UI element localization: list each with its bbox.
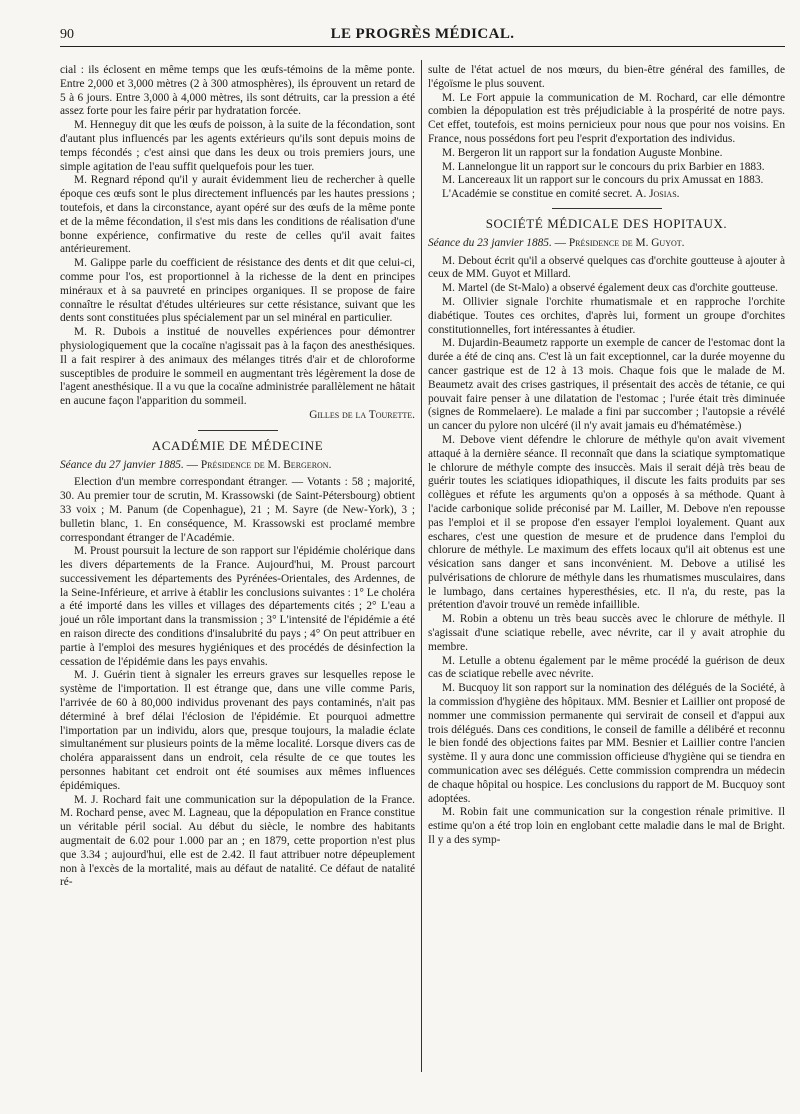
seance-presidence: — Présidence de M. Guyot.	[554, 236, 685, 249]
paragraph: M. Martel (de St-Malo) a observé également deux cas d'orchite goutteuse.	[442, 282, 778, 295]
section-title: ACADÉMIE DE MÉDECINE	[151, 437, 324, 453]
paragraph: sulte de l'état actuel de nos mœurs, du bien-être général des familles, de l'égoïsme le plus souvent.	[428, 64, 785, 90]
seance-line	[60, 459, 415, 473]
paragraph: M. Debove vient défendre le chlorure de méthyle qu'on avait vivement attaqué à la dernière séance. Il reconnaît que dans la sciatique symptomatique le chlorure de méthyle compte des insuccès. Mais il serait déjà très beau de guérir toutes les sciatiques idiopathiques, il discute les faits produits par ses collègues et réfute les arguments qu'on a opposés à sa méthode. Quant à l'acide carbonique solide préconisé par M. Lailler, M. Debove n'en repousse pas l'emploi et il se propose d'en essayer l'emploi loyalement. Quant aux eschares, c'est une question de mesure et de prudence dans l'emploi du chlorure de méthyle. Le maximum des effets locaux qu'il ait obtenus est une vésication sans danger et sans inconvénient. M. Debove a utilisé les pulvérisations de chlorure de méthyle dans les rhumatismes musculaires, dans le lumbago, dans certaines hyperesthésies, etc. Il n'a, du reste, pas la prétention d'avoir trouvé un remède infaillible.	[428, 433, 785, 612]
paragraph: M. Proust poursuit la lecture de son rapport sur l'épidémie cholérique dans les divers départements de la France. Aujourd'hui, M. Proust parcourt successivement les départements des Pyrénées-Orientales, des Ardennes, de la Seine-Inférieure, et arrive à établir les conclusions suivantes : 1° Le choléra a été importé dans les villes et villages des départements cités ; 2° L'eau a joué un rôle important dans la transmission ; 3° L'intensité de l'épidémie a été en raison directe des conditions d'insalubrité du pays ; 4° On peut attribuer en partie à l'emploi des mesures hygiéniques et des procédés de désinfection la cessation de l'épidémie dans les pays envahis.	[60, 545, 415, 668]
paragraph: Election d'un membre correspondant étranger. — Votants : 58 ; majorité, 30. Au premier tour de scrutin, M. Krassowski (de Saint-Pétersbourg) obtient 33 voix ; M. Panum (de Copenhague), 21 ; M. Sayre (de New-York), 3 ; bulletin blanc, 1. En conséquence, M. Krassowski est proclamé membre correspondant étranger de l'Académie.	[60, 476, 415, 544]
left-column	[60, 64, 415, 890]
paragraph: M. R. Dubois a institué de nouvelles expériences pour démontrer physiologiquement que la cocaïne n'agissait pas à la façon des anesthésiques. Il a fait respirer à des animaux des mélanges titrés d'air et de chloroforme susceptibles de produire le sommeil en augmentant très légèrement la dose de l'agent anesthésique. Il a vu que la cocaïne administrée parallèlement ne hâtait en aucune façon l'apparition du sommeil.	[60, 326, 415, 408]
seance-line	[428, 237, 785, 251]
paragraph: M. Bergeron lit un rapport sur la fondation Auguste Monbine.	[442, 146, 723, 159]
paragraph: L'Académie se constitue en comité secret.	[442, 188, 633, 201]
paragraph: M. Robin fait une communication sur la congestion rénale primitive. Il estime qu'on a été trop loin en englobant cette maladie dans le mal de Bright. Il y a des symp-	[428, 806, 785, 847]
section-divider	[198, 430, 278, 431]
paragraph: M. Lancereaux lit un rapport sur le concours du prix Amussat en 1883.	[442, 174, 764, 187]
paragraph: M. J. Guérin tient à signaler les erreurs graves sur lesquelles repose le système de l'importation. Il est étrange que, dans une ville comme Paris, l'arrivée de 60 à 80,000 individus provenant des pays contaminés, n'ait pas déterminé à bref délai l'éclosion de l'épidémie. Et pourquoi admettre l'importation par un individu, alors que, presque toujours, la maladie éclate simultanément sur plusieurs points de la même localité. Lorsque divers cas de choléra apparaissent dans un endroit, cela résulte de ce que toutes les personnes habitant cet endroit ont été soumises aux mêmes influences épidémiques.	[60, 669, 415, 792]
paragraph: M. Bucquoy lit son rapport sur la nomination des délégués de la Société, à la commission d'hygiène des hôpitaux. MM. Besnier et Laillier ont proposé de nommer une commission permanente qui servirait de conseil et d'appui aux trois délégués. Dans ces conditions, le conseil de famille a délibéré et reconnu le bien fondé des objections faites par MM. Besnier et Laillier contre l'ancien système. Il y aura donc une commission officieuse d'hygiène qui se tiendra en communication avec ses délégués. Cette commission comprendra un médecin de chaque hôpital ou hospice. Les conclusions du rapport de M. Bucquoy sont adoptées.	[428, 682, 785, 805]
running-title: LE PROGRÈS MÉDICAL.	[330, 26, 515, 42]
right-column	[428, 64, 785, 848]
seance-presidence: — Présidence de M. Bergeron.	[186, 458, 332, 471]
page-number: 90	[60, 27, 74, 42]
paragraph: M. Letulle a obtenu également par le même procédé la guérison de deux cas de sciatique rebelle avec névrite.	[428, 654, 785, 681]
paragraph: M. J. Rochard fait une communication sur la dépopulation de la France. M. Rochard pense, avec M. Lagneau, que la dépopulation en France constitue un véritable péril social. Au début du siècle, le nombre des habitants augmentait de 6.02 pour 1.000 par an ; en 1879, cette proportion n'est plus que 3.34 ; aujourd'hui, elle est de 2.42. Il faut attribuer notre dépeuplement non à l'excès de la mortalité, mais au défaut de natalité. Ce défaut de natalité ré-	[60, 793, 415, 889]
paragraph: M. Robin a obtenu un très beau succès avec le chlorure de méthyle. Il s'agissait d'une sciatique rebelle, avec névrite, car il y avait atrophie du membre.	[428, 613, 785, 653]
paragraph: M. Le Fort appuie la communication de M. Rochard, car elle démontre combien la dépopulation est très préjudiciable à la prospérité de notre pays. Cet effet, toutefois, est moins pernicieux pour nous que pour nos voisins. En France, nous possédons fort peu l'esprit d'exportation des individus.	[428, 91, 785, 145]
column-divider	[421, 60, 422, 1072]
paragraph: M. Debout écrit qu'il a observé quelques cas d'orchite goutteuse à ajouter à ceux de MM. Guyot et Millard.	[428, 254, 785, 281]
author-signature: A. Josias.	[635, 188, 680, 201]
paragraph: M. Regnard répond qu'il y aurait évidemment lieu de rechercher à quelle époque ces œufs sont le plus directement influencés par les hautes pressions ; toutefois, et dans la circonstance, ayant opéré sur des œufs de la même ponte et de la même fécondation, il s'est mis dans les conditions de réalisation d'une bonne expérience, confirmative du reste de celles qu'il avait faites antérieurement.	[60, 174, 415, 256]
paragraph: M. Galippe parle du coefficient de résistance des dents et dit que celui-ci, comme pour l'os, est proportionnel à la richesse de la dent en principes minéraux et à sa pauvreté en principes organiques. Il se propose de faire connaître le résultat d'études ultérieures sur cette résistance, suivant que les dents sont constituées plus spécialement par un sel minéral en particulier.	[60, 257, 415, 325]
paragraph-with-signature	[428, 188, 785, 202]
seance-date: Séance du 27 janvier 1885.	[60, 458, 184, 471]
section-title: SOCIÉTÉ MÉDICALE DES HOPITAUX.	[485, 215, 728, 231]
paragraph: M. Dujardin-Beaumetz rapporte un exemple de cancer de l'estomac dont la durée a été de cinq ans. C'est là un fait exceptionnel, car la durée moyenne du cancer gastrique est de 12 à 13 mois. Chaque fois que le malade de M. Beaumetz avait des crises gastriques, il présentait des accès de tétanie, ce qui pouvait faire penser à une dilatation de l'estomac ; l'urée était très diminuée (signes de Rommelaere). Le malade a fini par succomber ; l'autopsie a révélé un cancer du pylore non ulcéré (il n'y avait jamais eu d'hématémèse.)	[428, 337, 785, 433]
paragraph: M. Ollivier signale l'orchite rhumatismale et en rapproche l'orchite diabétique. Toutes ces orchites, d'après lui, forment un groupe d'orchites constitutionnelles, fort intéressantes à étudier.	[428, 295, 785, 336]
author-signature: Gilles de la Tourette.	[309, 408, 415, 421]
paragraph: M. Henneguy dit que les œufs de poisson, à la suite de la fécondation, sont d'autant plus influencés par les agents extérieurs qu'ils sont depuis moins de temps fécondés ; c'est ainsi que dans les deux ou trois premiers jours, une simple agitation de l'eau suffit quelquefois pour les tuer.	[60, 119, 415, 173]
seance-date: Séance du 23 janvier 1885.	[428, 236, 552, 249]
paragraph: M. Lannelongue lit un rapport sur le concours du prix Barbier en 1883.	[442, 160, 765, 173]
paragraph: cial : ils éclosent en même temps que les œufs-témoins de la même ponte. Entre 2,000 et 3,000 mètres (2 à 300 atmosphères), ils éprouvent un retard de 5 à 6 jours. Entre 3,000 à 4,000 mètres, ils sont détruits, car la pression a été assez forte pour les faire périr par hydratation forcée.	[60, 64, 415, 118]
section-divider	[552, 208, 662, 209]
page-header	[60, 26, 785, 47]
